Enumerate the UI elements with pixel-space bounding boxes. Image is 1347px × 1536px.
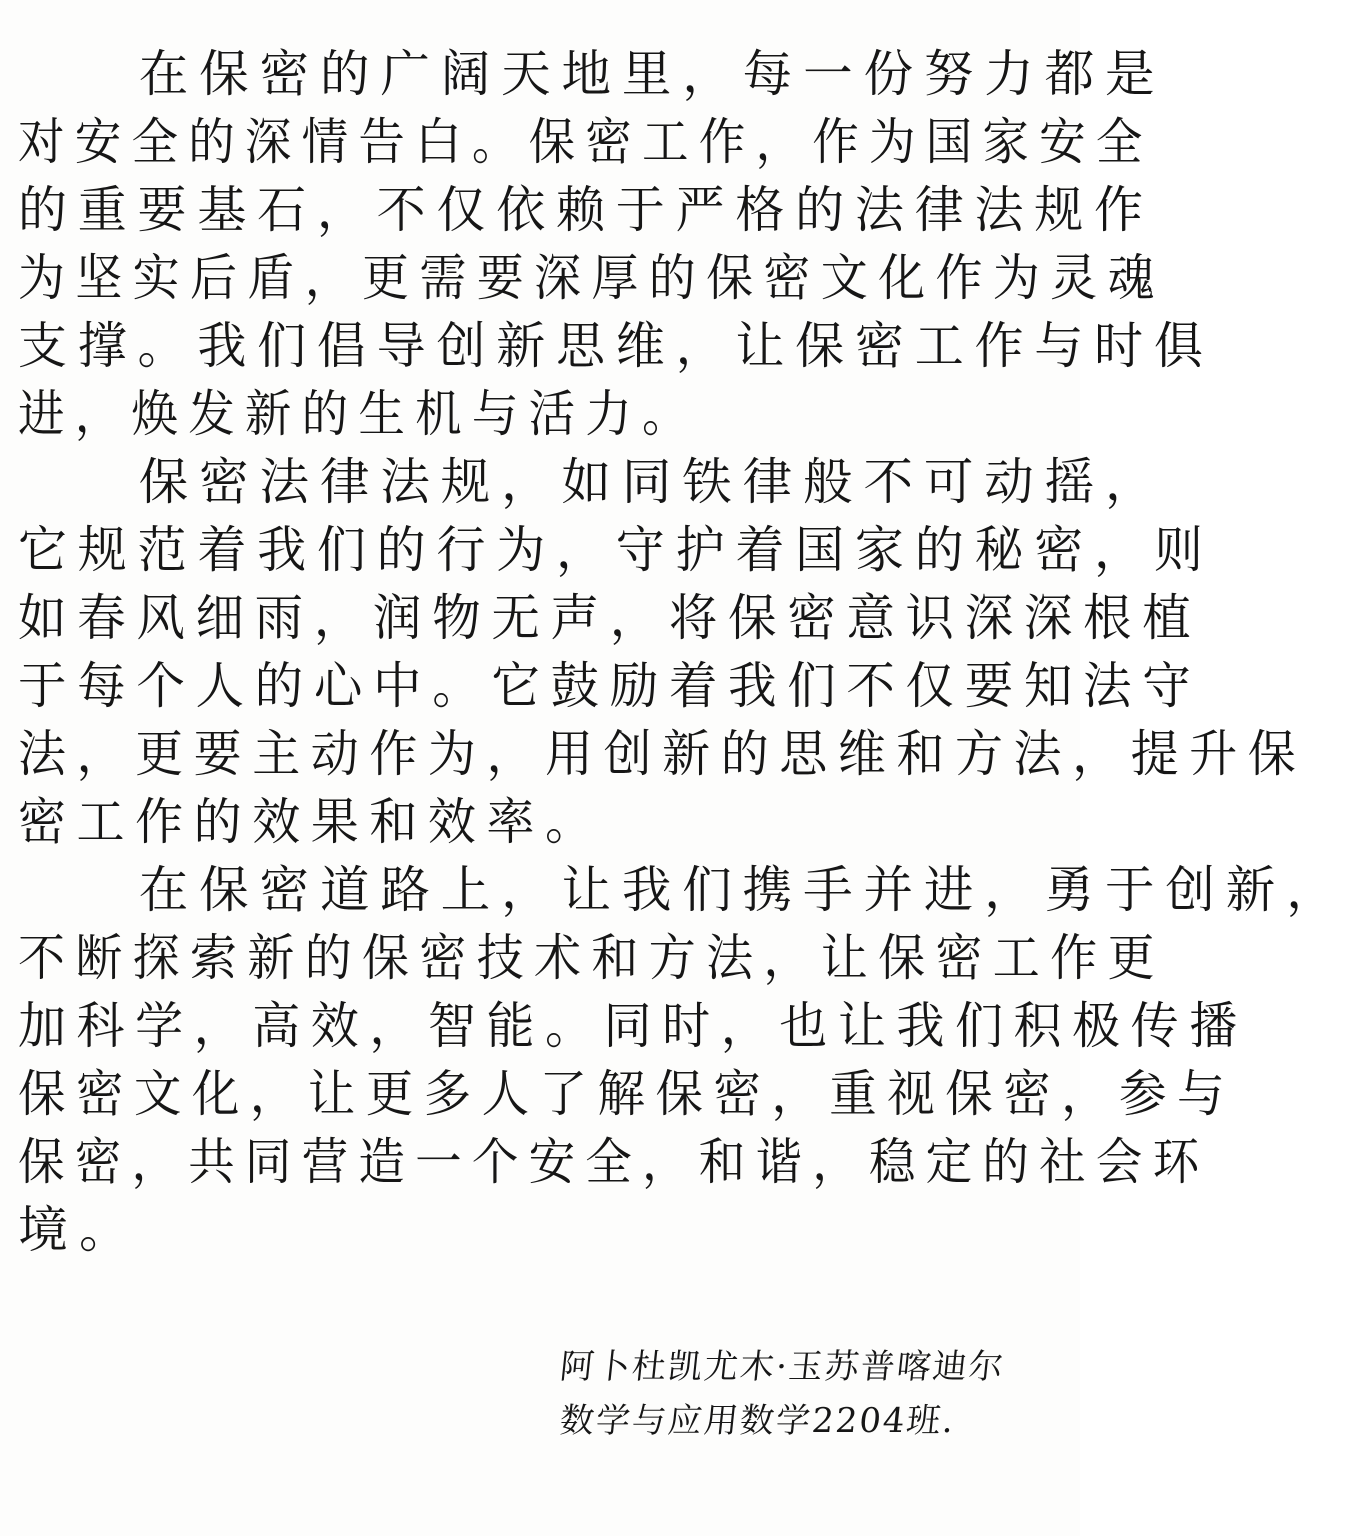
essay-line: 支撑。我们倡导创新思维，让保密工作与时俱 xyxy=(18,317,1214,375)
essay-body xyxy=(18,40,1347,1264)
essay-line: 的重要基石，不仅依赖于严格的法律法规作 xyxy=(18,181,1154,239)
essay-line: 为坚实后盾，更需要深厚的保密文化作为灵魂 xyxy=(18,249,1165,307)
essay-line: 法，更要主动作为，用创新的思维和方法，提升保 xyxy=(18,725,1307,783)
essay-line: 境。 xyxy=(18,1201,140,1259)
essay-line: 进，焕发新的生机与活力。 xyxy=(18,385,699,443)
author-class: 数学与应用数学2204班. xyxy=(557,1401,958,1441)
author-name: 阿卜杜凯尤木·玉苏普喀迪尔 xyxy=(557,1347,1007,1387)
essay-line: 对安全的深情告白。保密工作，作为国家安全 xyxy=(18,113,1153,171)
essay-line: 它规范着我们的行为，守护着国家的秘密，则 xyxy=(18,521,1214,579)
essay-line: 如春风细雨，润物无声，将保密意识深深根植 xyxy=(18,589,1202,647)
essay-line: 保密，共同营造一个安全，和谐，稳定的社会环 xyxy=(18,1133,1210,1191)
essay-line: 不断探索新的保密技术和方法，让保密工作更 xyxy=(18,929,1165,987)
essay-line: 加科学，高效，智能。同时，也让我们积极传播 xyxy=(18,997,1248,1055)
essay-line: 保密法律法规，如同铁律般不可动摇， xyxy=(18,453,1166,511)
essay-line: 于每个人的心中。它鼓励着我们不仅要知法守 xyxy=(18,657,1202,715)
essay-line: 密工作的效果和效率。 xyxy=(18,793,604,851)
essay-line: 在保密道路上，让我们携手并进，勇于创新， xyxy=(18,861,1347,919)
essay-line: 保密文化，让更多人了解保密，重视保密，参与 xyxy=(18,1065,1235,1123)
signature-block xyxy=(557,1340,1060,1448)
essay-line: 在保密的广阔天地里，每一份努力都是 xyxy=(18,45,1166,103)
